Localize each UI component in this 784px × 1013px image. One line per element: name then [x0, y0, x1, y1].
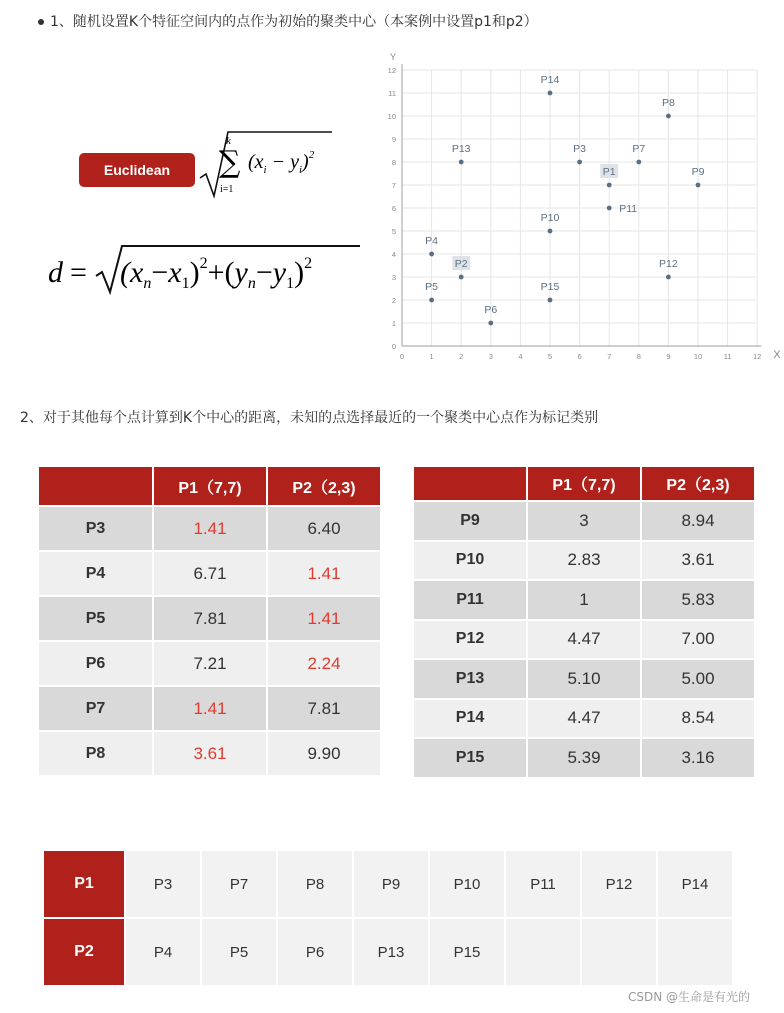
distance-to-p1: 1.41 [154, 687, 266, 730]
cluster-row [44, 851, 732, 917]
point-label: P15 [540, 281, 560, 293]
data-point [666, 275, 671, 280]
cluster-member: P12 [582, 851, 656, 917]
row-label: P3 [39, 507, 152, 550]
point-label: P3 [573, 143, 587, 155]
data-point [696, 183, 701, 188]
row-label: P8 [39, 732, 152, 775]
point-label: P11 [619, 203, 638, 215]
y-tick-label: 6 [391, 204, 396, 213]
distance-to-p2: 2.24 [268, 642, 380, 685]
distance-to-p2: 8.94 [642, 502, 754, 540]
y-tick-label: 12 [387, 66, 396, 75]
point-label: P2 [454, 258, 468, 270]
cluster-member: P15 [430, 919, 504, 985]
point-label: P12 [659, 258, 678, 270]
euclidean-badge: Euclidean [79, 153, 195, 187]
x-tick-label: 7 [607, 352, 612, 361]
distance-to-p1: 3 [528, 502, 640, 540]
distance-to-p2: 7.81 [268, 687, 380, 730]
svg-text:=: = [70, 256, 87, 289]
y-tick-label: 8 [391, 158, 396, 167]
cluster-row [44, 919, 732, 985]
data-point [459, 275, 464, 280]
distance-to-p1: 2.83 [528, 542, 640, 580]
point-label: P8 [661, 97, 675, 109]
table-row [414, 542, 754, 580]
cluster-center-label: P2 [44, 919, 124, 985]
row-label: P15 [414, 739, 526, 777]
cluster-member: P5 [202, 919, 276, 985]
row-label: P13 [414, 660, 526, 698]
row-label: P4 [39, 552, 152, 595]
sum-lower-limit: i=1 [220, 184, 234, 195]
distance-to-p1: 4.47 [528, 621, 640, 659]
data-point [548, 91, 553, 96]
watermark: CSDN @生命是有光的 [627, 990, 750, 1004]
row-label: P9 [414, 502, 526, 540]
point-label: P10 [540, 212, 560, 224]
distance-to-p1: 3.61 [154, 732, 266, 775]
y-tick-label: 4 [391, 250, 396, 259]
x-tick-label: 0 [399, 352, 405, 361]
distance-to-p2: 3.61 [642, 542, 754, 580]
distance-to-p2: 5.83 [642, 581, 754, 619]
y-tick-label: 3 [391, 273, 396, 282]
distance-to-p2: 3.16 [642, 739, 754, 777]
distance-to-p2: 6.40 [268, 507, 380, 550]
sum-body: $(x_i - y_i)^2$ [248, 149, 315, 176]
row-label: P11 [414, 581, 526, 619]
header-cell [414, 467, 526, 500]
distance-to-p1: 4.47 [528, 700, 640, 738]
data-point [607, 206, 612, 211]
row-label: P5 [39, 597, 152, 640]
x-tick-label: 11 [723, 352, 732, 361]
table-row [414, 502, 754, 540]
distance-to-p1: 7.81 [154, 597, 266, 640]
sigma-symbol: ∑ [219, 145, 241, 180]
y-tick-label: 7 [391, 181, 396, 190]
cluster-center-label: P1 [44, 851, 124, 917]
y-tick-label: 0 [391, 342, 396, 351]
x-tick-label: 10 [693, 352, 703, 361]
svg-text:(xn−x1)2+(yn−y1)2: $(x_n-x_1)^2+(y_n-y_1)^2$ [120, 255, 313, 292]
step2-text: 2、对于其他每个点计算到K个中心的距离，未知的点选择最近的一个聚类中心点作为标记类别 [20, 410, 599, 426]
table-row [414, 660, 754, 698]
distance-to-p1: 5.39 [528, 739, 640, 777]
x-tick-label: 12 [753, 352, 762, 361]
data-point [636, 160, 641, 165]
table-row [39, 732, 380, 775]
x-tick-label: 4 [518, 352, 523, 361]
distance-formula [46, 242, 368, 298]
header-cell: P2（2,3) [268, 467, 380, 505]
distance-to-p2: 9.90 [268, 732, 380, 775]
row-label: P6 [39, 642, 152, 685]
distance-to-p1: 7.21 [154, 642, 266, 685]
x-tick-label: 9 [666, 352, 671, 361]
data-point [577, 160, 582, 165]
data-point [429, 252, 434, 257]
data-point [548, 298, 553, 303]
table-row [414, 621, 754, 659]
point-label: P1 [602, 166, 616, 178]
cluster-member: P4 [126, 919, 200, 985]
header-cell: P1（7,7) [154, 467, 266, 505]
x-tick-label: 8 [636, 352, 641, 361]
distance-to-p2: 5.00 [642, 660, 754, 698]
point-label: P9 [691, 166, 705, 178]
data-point [429, 298, 434, 303]
table-row [414, 700, 754, 738]
cluster-member: P3 [126, 851, 200, 917]
distance-to-p2: 8.54 [642, 700, 754, 738]
data-point [488, 321, 493, 326]
y-tick-label: 5 [391, 227, 396, 236]
table-row [414, 739, 754, 777]
y-tick-label: 9 [391, 135, 396, 144]
point-label: P4 [425, 235, 439, 247]
point-label: P7 [632, 143, 646, 155]
table-row [39, 597, 380, 640]
data-point [459, 160, 464, 165]
cluster-member: P10 [430, 851, 504, 917]
distance-to-p2: 1.41 [268, 552, 380, 595]
step1-text: 1、随机设置K个特征空间内的点作为初始的聚类中心（本案例中设置p1和p2） [50, 14, 538, 30]
distance-to-p2: 7.00 [642, 621, 754, 659]
sum-upper-limit: k [226, 135, 231, 147]
cluster-member [658, 919, 732, 985]
data-point [548, 229, 553, 234]
row-label: P14 [414, 700, 526, 738]
table-row [39, 642, 380, 685]
y-tick-label: 1 [391, 319, 396, 328]
point-label: P5 [425, 281, 439, 293]
point-label: P13 [451, 143, 471, 155]
cluster-member [582, 919, 656, 985]
cluster-member: P13 [354, 919, 428, 985]
distance-to-p2: 1.41 [268, 597, 380, 640]
cluster-member: P8 [278, 851, 352, 917]
distance-to-p1: 1.41 [154, 507, 266, 550]
table-row [414, 581, 754, 619]
svg-text:d: d [48, 256, 63, 289]
distance-table-left [37, 465, 382, 777]
y-tick-label: 2 [391, 296, 396, 305]
table-row [39, 507, 380, 550]
y-tick-label: 11 [388, 89, 396, 98]
header-cell: P1（7,7) [528, 467, 640, 500]
cluster-member: P6 [278, 919, 352, 985]
header-cell [39, 467, 152, 505]
distance-table-right [412, 465, 756, 779]
distance-to-p1: 5.10 [528, 660, 640, 698]
scatter-chart [372, 44, 784, 366]
x-tick-label: 2 [459, 352, 464, 361]
cluster-member [506, 919, 580, 985]
header-cell: P2（2,3) [642, 467, 754, 500]
x-tick-label: 6 [577, 352, 582, 361]
distance-to-p1: 1 [528, 581, 640, 619]
table-row [39, 687, 380, 730]
x-tick-label: 3 [488, 352, 493, 361]
distance-to-p1: 6.71 [154, 552, 266, 595]
cluster-member: P14 [658, 851, 732, 917]
x-axis-label: X [773, 349, 781, 361]
table-header-row [414, 467, 754, 500]
row-label: P7 [39, 687, 152, 730]
row-label: P12 [414, 621, 526, 659]
table-header-row [39, 467, 380, 505]
y-axis-label: Y [390, 52, 397, 62]
cluster-member: P9 [354, 851, 428, 917]
point-label: P6 [484, 304, 498, 316]
data-point [666, 114, 671, 119]
point-label: P14 [540, 74, 560, 86]
table-row [39, 552, 380, 595]
cluster-assignment-table [42, 849, 734, 987]
x-tick-label: 1 [429, 352, 434, 361]
row-label: P10 [414, 542, 526, 580]
y-tick-label: 10 [387, 112, 396, 121]
euclidean-sum-formula [198, 130, 338, 200]
cluster-member: P11 [506, 851, 580, 917]
data-point [607, 183, 612, 188]
cluster-member: P7 [202, 851, 276, 917]
x-tick-label: 5 [547, 352, 553, 361]
